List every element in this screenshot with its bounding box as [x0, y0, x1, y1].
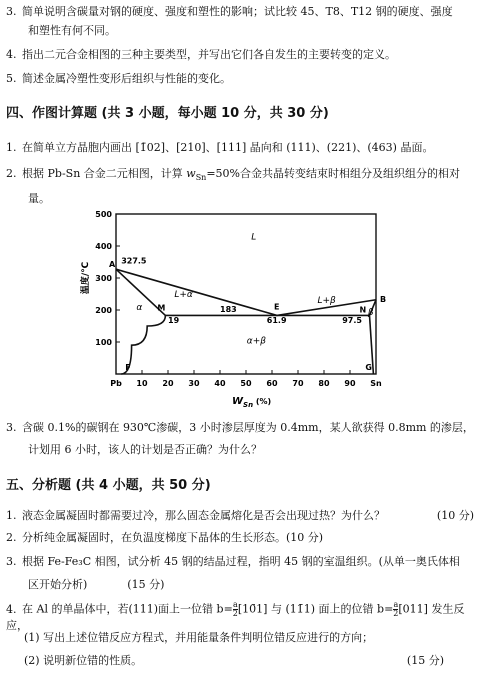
calc-question-2: 2. 根据 Pb-Sn 合金二元相图，计算 $w_{Sn}=50\%$合金共晶转变结束时相组分及组织组分的相对: [6, 167, 461, 183]
x-axis-label: $W_{Sn}$ (%): [232, 396, 272, 409]
point-label-B: B: [380, 294, 387, 304]
x-tick-label: 70: [292, 379, 304, 388]
region-label: β: [367, 307, 374, 318]
calc-question-2-continuation: 量。: [28, 192, 50, 205]
x-tick-label: Pb: [110, 379, 122, 388]
calc-question-3: 3. 含碳 0.1%的碳钢在 930℃渗碳，3 小时渗层厚度为 0.4mm，某人欲获得 0.8mm 的渗层，: [6, 421, 474, 434]
y-tick-label: 100: [95, 338, 112, 347]
point-label-N: N: [359, 305, 367, 315]
region-label: α: [136, 303, 143, 313]
value-label: 19: [168, 315, 180, 325]
calc-question-1: 1. 在简单立方晶胞内画出 [1̄02]、[210]、[111] 晶向和 (111)、(221)、(463) 晶面。: [6, 141, 434, 154]
fraction-a-over-2: $\frac{a}{2}$: [393, 600, 399, 618]
pb-sn-phase-diagram: [70, 204, 400, 418]
section-5-title: 五、分析题 (共 4 小题，共 50 分): [6, 478, 211, 493]
section-4-title: 四、作图计算题 (共 3 小题，每小题 10 分，共 30 分): [6, 106, 329, 121]
x-tick-label: 80: [318, 379, 330, 388]
y-axis-label: 温度/℃: [81, 261, 91, 295]
x-tick-label: 10: [136, 379, 148, 388]
point-label-E: E: [273, 302, 280, 312]
liquidus-line: [116, 269, 376, 315]
analysis-question-4-sub-1: (1) 写出上述位错反应方程式，并用能量条件判明位错反应进行的方向；: [24, 631, 374, 644]
analysis-question-1: 1. 液态金属凝固时都需要过冷，那么固态金属熔化是否会出现过热？为什么？ (10 分): [6, 509, 474, 522]
x-tick-label: 60: [266, 379, 278, 388]
x-tick-label: 20: [162, 379, 174, 388]
analysis-question-3-continuation: 区开始分析) (15 分): [28, 578, 165, 591]
question-3: 3. 简单说明含碳量对钢的硬度、强度和塑性的影响；试比较 45、T8、T12 钢的硬度、强度: [6, 5, 453, 18]
y-tick-label: 300: [95, 274, 112, 283]
analysis-question-4: 4. 在 Al 的单晶体中，若(111)面上一位错 b= $\frac{a}{2}$ [10̄1] 与 (11̄1) 面上的位错 b= $\frac{a}{2}$ [011] 发生反应，: [6, 600, 465, 632]
x-tick-label: Sn: [370, 379, 382, 388]
plot-frame: [116, 214, 376, 374]
y-tick-label: 500: [95, 210, 112, 219]
point-label-M: M: [157, 303, 166, 313]
region-label: L+β: [317, 295, 336, 306]
point-label-G: G: [365, 363, 372, 372]
question-4: 4. 指出二元合金相图的三种主要类型，并写出它们各自发生的主要转变的定义。: [6, 48, 396, 61]
fraction-a-over-2: $\frac{a}{2}$: [232, 600, 238, 618]
x-tick-label: 50: [240, 379, 252, 388]
y-tick-label: 400: [95, 242, 112, 251]
question-5: 5. 简述金属冷塑性变形后组织与性能的变化。: [6, 72, 231, 85]
analysis-question-4-sub-2: (2) 说明新位错的性质。 (15 分): [24, 654, 444, 667]
x-tick-label: 40: [214, 379, 226, 388]
region-label: α+β: [246, 336, 267, 347]
analysis-question-3: 3. 根据 Fe-Fe₃C 相图，试分析 45 钢的结晶过程，指明 45 钢的室温组织。(从单一奥氏体相: [6, 555, 460, 568]
region-label: L: [251, 232, 257, 243]
point-label-A: A: [109, 260, 116, 270]
y-tick-label: 200: [95, 306, 112, 315]
value-label: 183: [220, 305, 237, 315]
point-label-F: F: [125, 363, 131, 372]
calc-question-3-continuation: 计划用 6 小时，该人的计划是否正确？为什么？: [28, 443, 262, 456]
x-tick-label: 90: [344, 379, 356, 388]
value-label: 327.5: [121, 256, 147, 266]
question-3-continuation: 和塑性有何不同。: [28, 24, 116, 37]
value-label: 97.5: [342, 315, 362, 325]
value-label: 61.9: [266, 315, 287, 325]
analysis-question-2: 2. 分析纯金属凝固时，在负温度梯度下晶体的生长形态。(10 分): [6, 531, 324, 544]
x-tick-label: 30: [188, 379, 200, 388]
region-label: L+α: [174, 290, 193, 301]
